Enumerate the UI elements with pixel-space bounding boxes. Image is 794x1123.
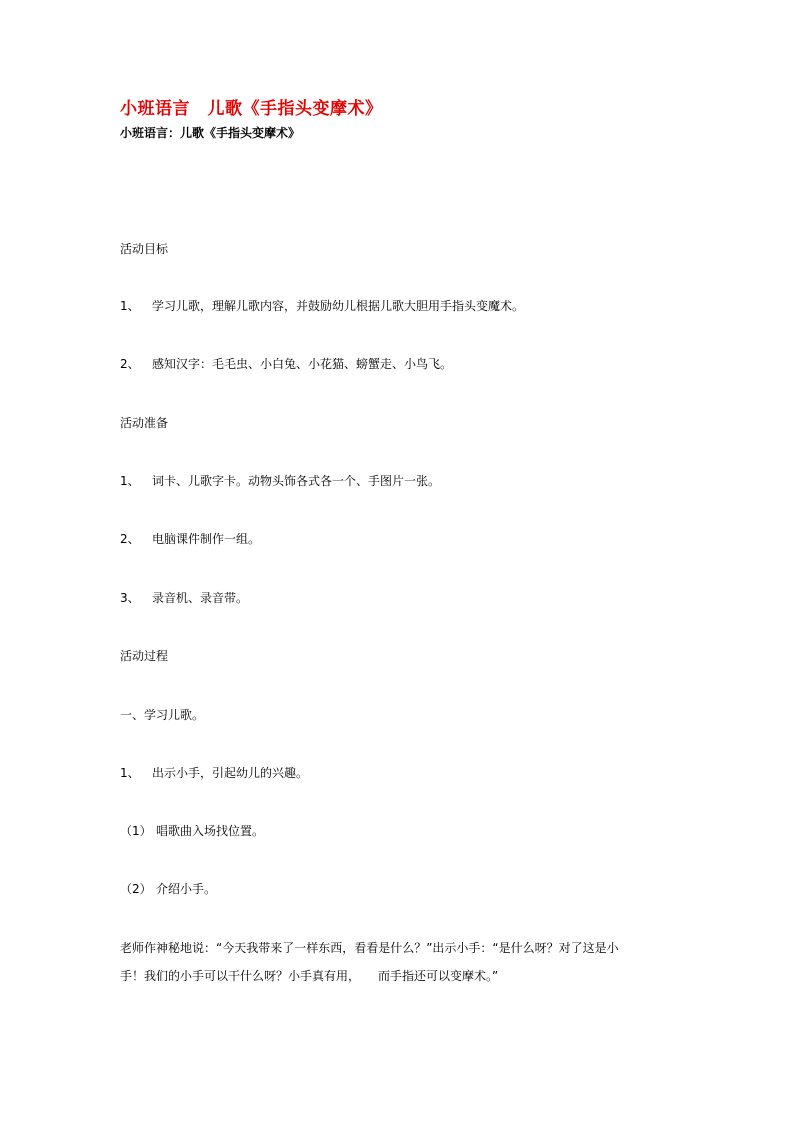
goal-item-1 xyxy=(120,298,524,314)
prep-item-1-number: 1、 xyxy=(120,474,140,488)
process-sub-1-number: （1） xyxy=(120,824,152,838)
document-title: 小班语言 儿歌《手指头变摩术》 xyxy=(120,99,383,119)
process-sub-1 xyxy=(120,823,264,839)
prep-item-2-number: 2、 xyxy=(120,532,140,546)
process-sub-2-number: （2） xyxy=(120,882,152,896)
process-sub-1-text: 唱歌曲入场找位置。 xyxy=(156,824,265,838)
process-step-1-1-text: 出示小手，引起幼儿的兴趣。 xyxy=(152,766,309,780)
goal-item-2 xyxy=(120,356,452,372)
paragraph-line-2: 手！我们的小手可以干什么呀？小手真有用， 而手指还可以变摩术。” xyxy=(120,969,499,983)
process-step-1-1 xyxy=(120,765,308,781)
prep-item-1 xyxy=(120,473,440,489)
process-step-1-1-number: 1、 xyxy=(120,766,140,780)
heading-goals: 活动目标 xyxy=(120,242,169,256)
prep-item-1-text: 词卡、儿歌字卡。动物头饰各式各一个、手图片一张。 xyxy=(152,474,441,488)
goal-item-2-number: 2、 xyxy=(120,357,140,371)
process-step-1: 一、学习儿歌。 xyxy=(120,708,205,722)
paragraph-line-1: 老师作神秘地说：“今天我带来了一样东西，看看是什么？”出示小手：“是什么呀？对了这是小 xyxy=(120,941,619,955)
document-subtitle: 小班语言：儿歌《手指头变摩术》 xyxy=(120,126,301,140)
prep-item-2 xyxy=(120,531,260,547)
process-sub-2 xyxy=(120,881,216,897)
goal-item-2-text: 感知汉字：毛毛虫、小白兔、小花猫、螃蟹走、小鸟飞。 xyxy=(152,357,453,371)
process-sub-2-text: 介绍小手。 xyxy=(156,882,217,896)
heading-process: 活动过程 xyxy=(120,649,169,663)
heading-preparation: 活动准备 xyxy=(120,416,169,430)
prep-item-3 xyxy=(120,590,248,606)
goal-item-1-number: 1、 xyxy=(120,299,140,313)
prep-item-2-text: 电脑课件制作一组。 xyxy=(152,532,261,546)
prep-item-3-text: 录音机、录音带。 xyxy=(152,591,249,605)
goal-item-1-text: 学习儿歌，理解儿歌内容，并鼓励幼儿根据儿歌大胆用手指头变魔术。 xyxy=(152,299,525,313)
prep-item-3-number: 3、 xyxy=(120,591,140,605)
